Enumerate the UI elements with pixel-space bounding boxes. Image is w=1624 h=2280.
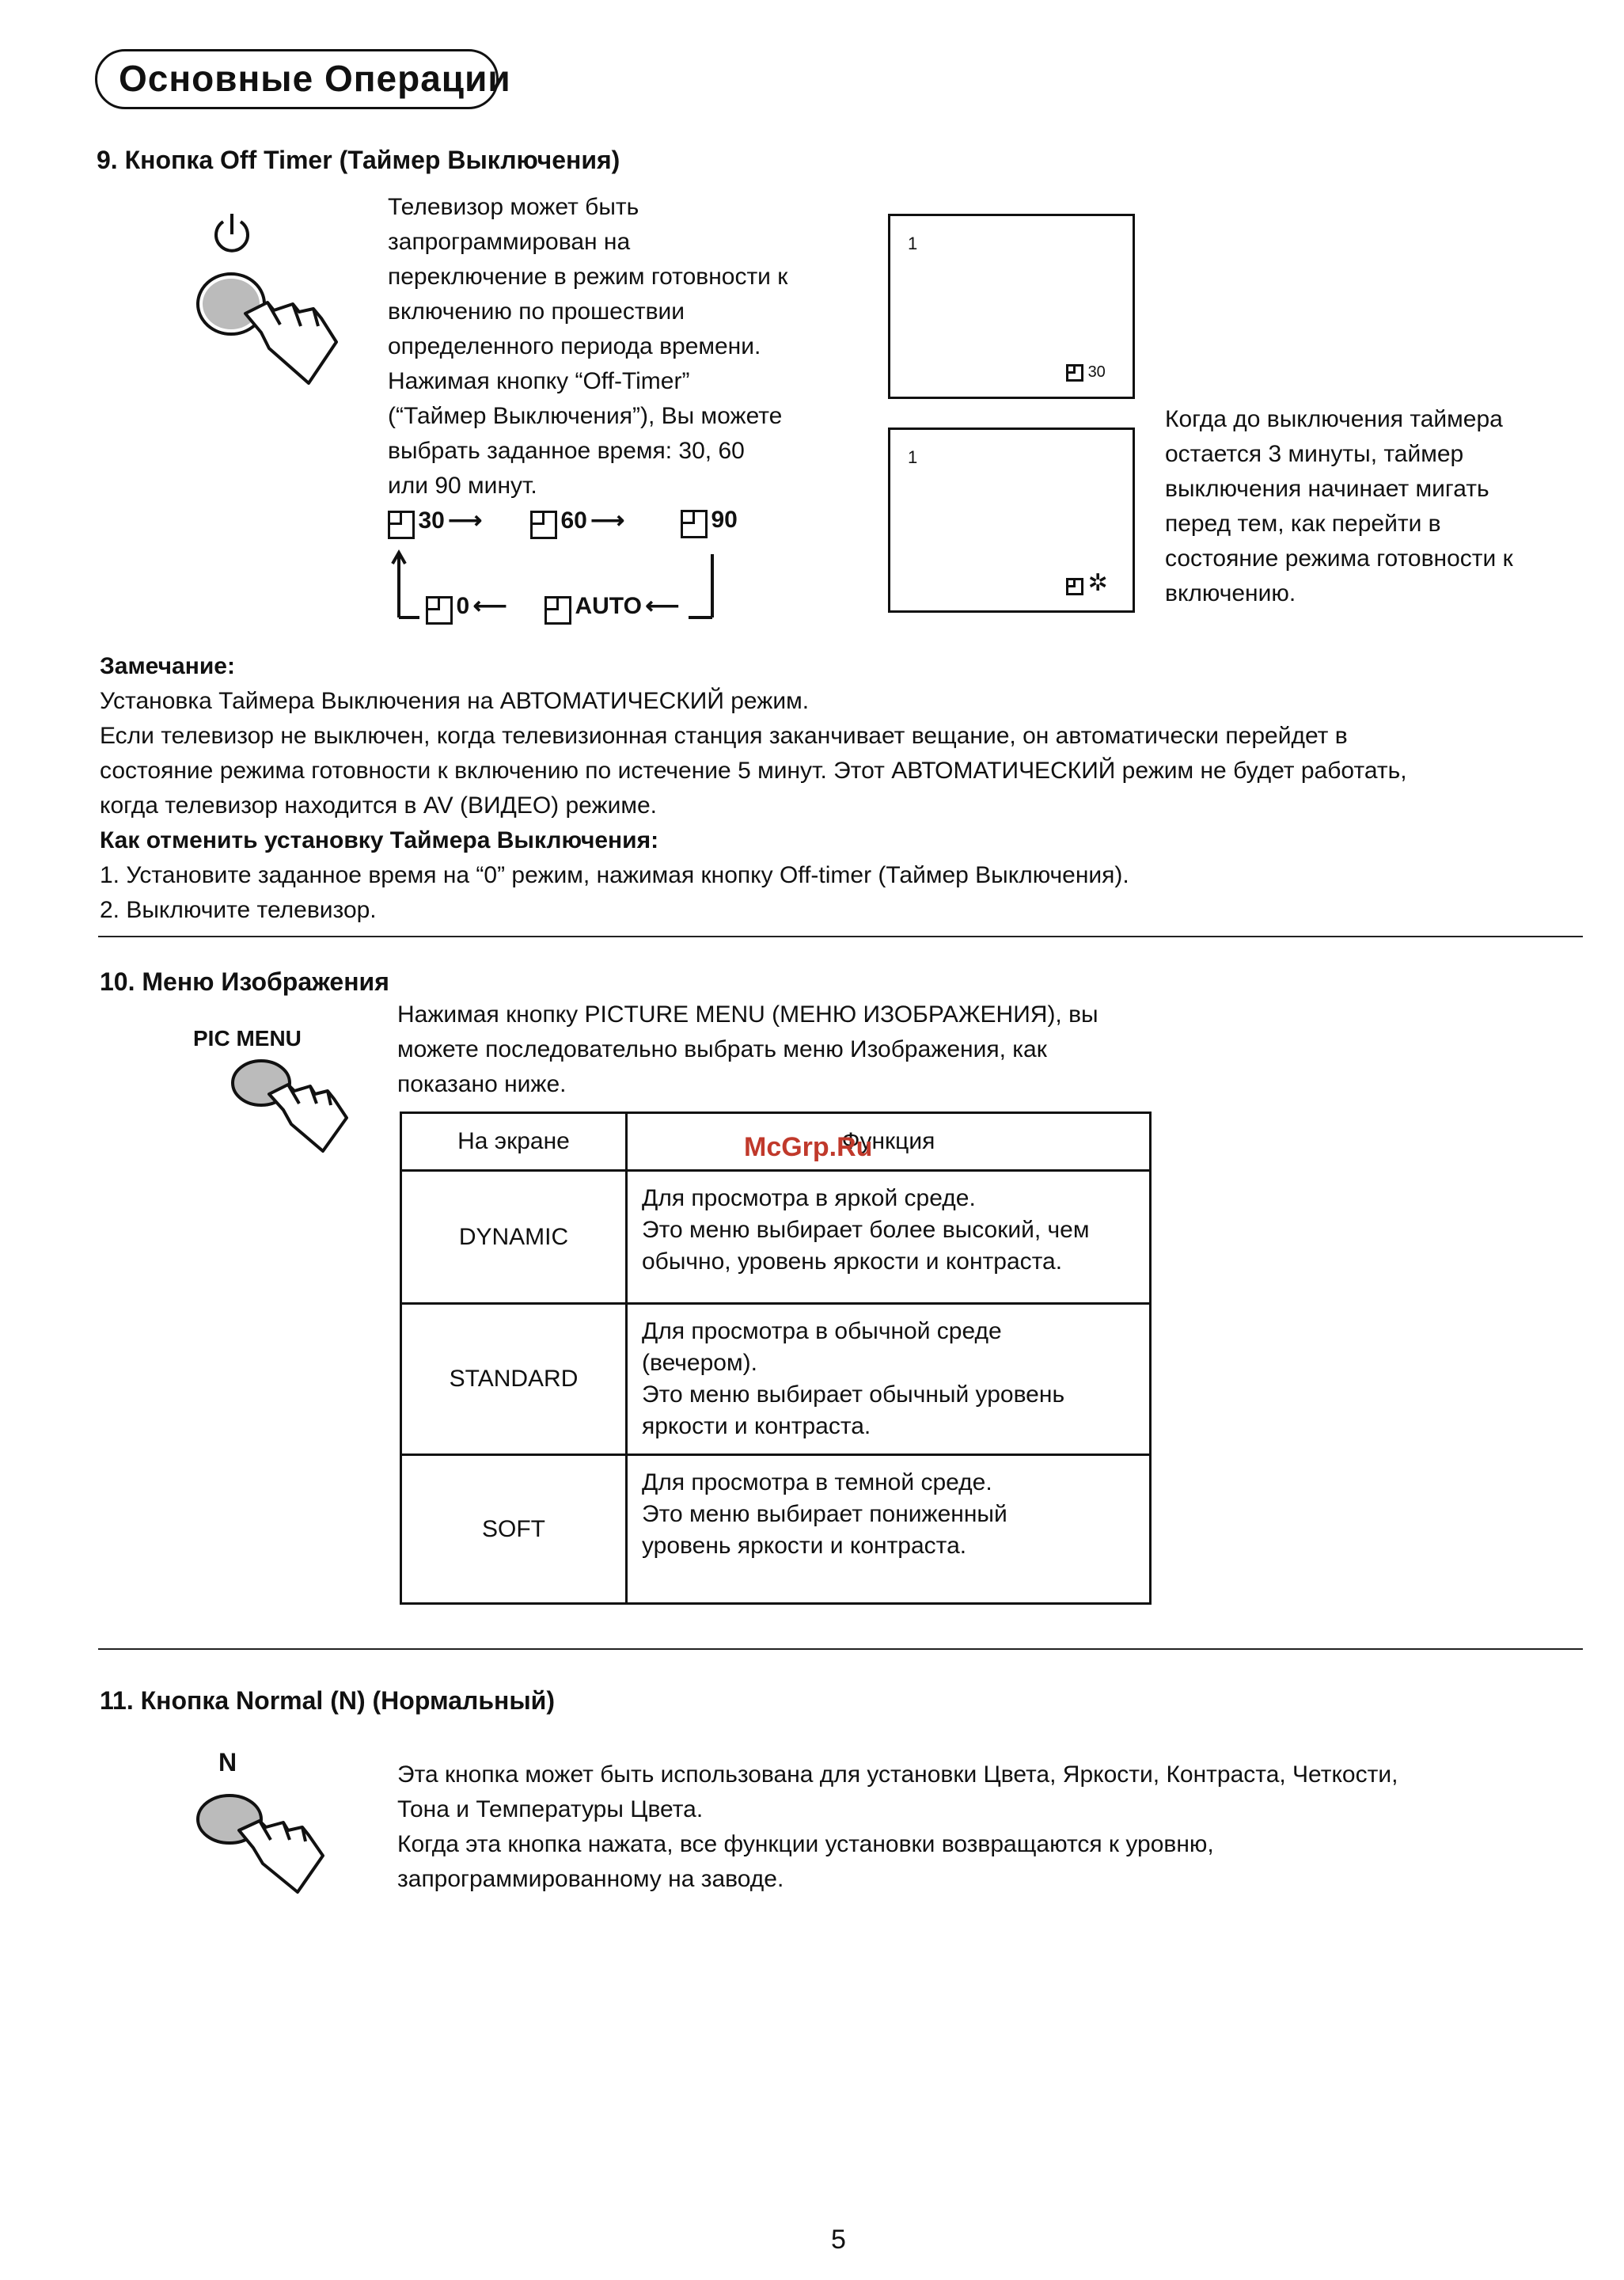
column-header-screen: На экране bbox=[401, 1113, 627, 1171]
mode-name: STANDARD bbox=[401, 1304, 627, 1455]
timer-value-auto: AUTO bbox=[575, 593, 642, 619]
text-line: выбрать заданное время: 30, 60 bbox=[388, 438, 745, 464]
cancel-step: 1. Установите заданное время на “0” режим, нажимая кнопку Off-timer (Таймер Выключения). bbox=[100, 862, 1129, 888]
arrow-right-icon: ⟶ bbox=[448, 507, 483, 534]
mode-name: DYNAMIC bbox=[401, 1171, 627, 1304]
text-line: перед тем, как перейти в bbox=[1165, 511, 1441, 537]
divider bbox=[98, 1648, 1583, 1650]
description-line: (вечером). bbox=[642, 1350, 757, 1376]
timer-indicator bbox=[1066, 363, 1106, 382]
description-line: Для просмотра в яркой среде. bbox=[642, 1185, 976, 1211]
text-line: показано ниже. bbox=[397, 1071, 567, 1097]
text-line: включению по прошествии bbox=[388, 298, 685, 325]
description-line: яркости и контраста. bbox=[642, 1413, 871, 1439]
text-line: состояние режима готовности к bbox=[1165, 545, 1513, 572]
description-line: Для просмотра в темной среде. bbox=[642, 1469, 992, 1495]
column-header-function: Функция bbox=[627, 1113, 1151, 1171]
text-line: можете последовательно выбрать меню Изображения, как bbox=[397, 1036, 1047, 1062]
description-line: уровень яркости и контраста. bbox=[642, 1533, 967, 1559]
note-line: когда телевизор находится в AV (ВИДЕО) режиме. bbox=[100, 792, 658, 819]
cancel-heading: Как отменить установку Таймера Выключения: bbox=[100, 827, 659, 853]
timer-icon bbox=[1066, 578, 1083, 595]
mode-description bbox=[627, 1455, 1151, 1604]
divider bbox=[98, 936, 1583, 937]
normal-button-label: N bbox=[218, 1748, 237, 1776]
note-line: состояние режима готовности к включению по истечение 5 минут. Этот АВТОМАТИЧЕСКИЙ режим не будет работать, bbox=[100, 758, 1407, 784]
text-line: Нажимая кнопку “Off-Timer” bbox=[388, 368, 690, 394]
timer-value-0: 0 bbox=[456, 593, 470, 619]
text-line: (“Таймер Выключения”), Вы можете bbox=[388, 403, 783, 429]
section-9-heading: 9. Кнопка Off Timer (Таймер Выключения) bbox=[97, 146, 620, 174]
text-line: выключения начинает мигать bbox=[1165, 476, 1489, 502]
description-line: Это меню выбирает пониженный bbox=[642, 1501, 1007, 1527]
timer-icon bbox=[1066, 364, 1083, 382]
section-10-text bbox=[397, 998, 1098, 1102]
channel-number: 1 bbox=[908, 447, 918, 467]
text-line: запрограммирован на bbox=[388, 229, 631, 255]
description-line: Для просмотра в обычной среде bbox=[642, 1318, 1002, 1344]
timer-icon bbox=[544, 596, 571, 625]
timer-value-30: 30 bbox=[418, 507, 445, 534]
text-line: включению. bbox=[1165, 580, 1296, 606]
text-line: запрограммированному на заводе. bbox=[397, 1866, 784, 1892]
timer-indicator-value: 30 bbox=[1087, 363, 1106, 381]
text-line: остается 3 минуты, таймер bbox=[1165, 441, 1464, 467]
text-line: Тона и Температуры Цвета. bbox=[397, 1796, 704, 1822]
section-9-side-text bbox=[1165, 402, 1513, 611]
watermark: McGrp.Ru bbox=[744, 1132, 873, 1162]
power-button-hand-icon bbox=[182, 207, 340, 397]
text-line: Нажимая кнопку PICTURE MENU (МЕНЮ ИЗОБРАЖЕНИЯ), вы bbox=[397, 1001, 1098, 1028]
page-title: Основные Операции bbox=[119, 58, 511, 99]
tv-screen-timer-30 bbox=[888, 214, 1135, 399]
mode-description bbox=[627, 1171, 1151, 1304]
pic-menu-button-label: PIC MENU bbox=[193, 1026, 302, 1051]
text-line: Когда эта кнопка нажата, все функции установки возвращаются к уровню, bbox=[397, 1831, 1214, 1857]
note-heading: Замечание: bbox=[100, 653, 235, 679]
text-line: определенного периода времени. bbox=[388, 333, 761, 359]
tv-screen-timer-blinking bbox=[888, 428, 1135, 613]
note-block bbox=[100, 649, 1588, 928]
text-line: переключение в режим готовности к bbox=[388, 264, 788, 290]
mode-description bbox=[627, 1304, 1151, 1455]
text-line: или 90 минут. bbox=[388, 473, 537, 499]
section-10-heading: 10. Меню Изображения bbox=[100, 967, 389, 996]
arrow-left-icon: ⟵ bbox=[645, 593, 680, 619]
mode-name: SOFT bbox=[401, 1455, 627, 1604]
channel-number: 1 bbox=[908, 234, 918, 253]
timer-sequence-diagram bbox=[388, 507, 768, 633]
section-11-text bbox=[397, 1758, 1398, 1897]
page-number: 5 bbox=[831, 2225, 846, 2255]
timer-icon bbox=[530, 511, 557, 539]
table-row bbox=[401, 1455, 1151, 1604]
text-line: Когда до выключения таймера bbox=[1165, 406, 1503, 432]
picture-menu-table bbox=[400, 1112, 1152, 1605]
table-row bbox=[401, 1304, 1151, 1455]
section-11-heading: 11. Кнопка Normal (N) (Нормальный) bbox=[100, 1686, 555, 1715]
timer-indicator bbox=[1066, 569, 1108, 597]
timer-value-90: 90 bbox=[711, 507, 738, 533]
text-line: Эта кнопка может быть использована для установки Цвета, Яркости, Контраста, Четкости, bbox=[397, 1761, 1398, 1788]
section-9-text bbox=[388, 190, 787, 504]
table-row bbox=[401, 1171, 1151, 1304]
description-line: Это меню выбирает обычный уровень bbox=[642, 1381, 1065, 1408]
note-line: Установка Таймера Выключения на АВТОМАТИЧЕСКИЙ режим. bbox=[100, 688, 810, 714]
blinking-indicator-icon: ✲ bbox=[1087, 570, 1108, 596]
timer-icon bbox=[388, 511, 415, 539]
timer-icon bbox=[681, 510, 708, 538]
pic-menu-button-hand-icon bbox=[228, 1058, 362, 1168]
arrow-right-icon: ⟶ bbox=[590, 507, 625, 534]
text-line: Телевизор может быть bbox=[388, 194, 639, 220]
description-line: Это меню выбирает более высокий, чем bbox=[642, 1217, 1090, 1243]
normal-button-hand-icon bbox=[193, 1791, 343, 1910]
arrow-left-icon: ⟵ bbox=[472, 593, 507, 619]
note-line: Если телевизор не выключен, когда телевизионная станция заканчивает вещание, он автоматически перейдет в bbox=[100, 723, 1348, 749]
cancel-step: 2. Выключите телевизор. bbox=[100, 897, 377, 923]
timer-icon bbox=[426, 596, 453, 625]
timer-value-60: 60 bbox=[560, 507, 587, 534]
description-line: обычно, уровень яркости и контраста. bbox=[642, 1248, 1063, 1275]
